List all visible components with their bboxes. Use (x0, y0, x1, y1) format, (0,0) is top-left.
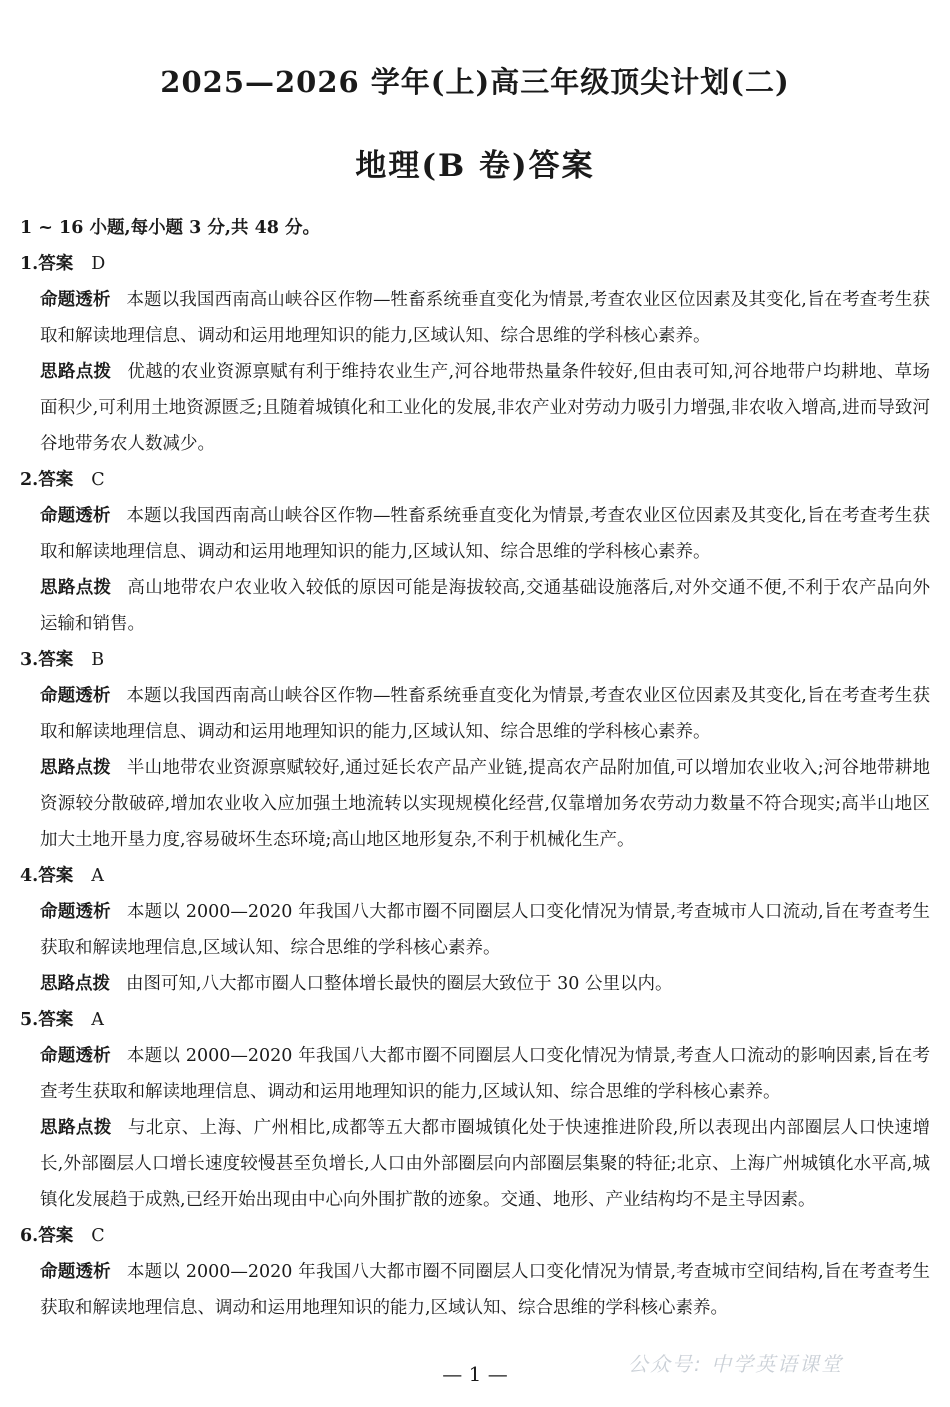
hint-text: 优越的农业资源禀赋有利于维持农业生产,河谷地带热量条件较好,但由表可知,河谷地带户均耕地、草场面积少,可利用土地资源匮乏;且随着城镇化和工业化的发展,非农产业对劳动力吸引力增强,非农收入增高,进而导致河谷地带务农人数减少。 (40, 362, 931, 454)
hint-text: 半山地带农业资源禀赋较好,通过延长农产品产业链,提高农产品附加值,可以增加农业收入;河谷地带耕地资源较分散破碎,增加农业收入应加强土地流转以实现规模化经营,仅靠增加务农劳动力数量不符合现实;高半山地区加大土地开垦力度,容易破坏生态环境;高山地区地形复杂,不利于机械化生产。 (40, 758, 930, 850)
answer-value: D (91, 254, 106, 274)
analysis-text: 本题以 2000—2020 年我国八大都市圈不同圈层人口变化情况为情景,考查人口流动的影响因素,旨在考查考生获取和解读地理信息、调动和运用地理知识的能力,区域认知、综合思维的学科核心素养。 (40, 1046, 930, 1102)
question-2-analysis (20, 498, 930, 570)
question-4-analysis (20, 894, 930, 966)
exam-title: 2025—2026 学年(上)高三年级顶尖计划(二) (160, 65, 790, 99)
analysis-label: 命题透析 (40, 1046, 111, 1066)
question-number: 2. (20, 470, 39, 490)
analysis-label: 命题透析 (40, 1262, 111, 1282)
question-1-header (20, 246, 930, 282)
answer-label: 答案 (38, 470, 74, 490)
answer-value: B (91, 650, 105, 670)
question-3-hint (20, 750, 930, 858)
question-number: 1. (20, 254, 39, 274)
hint-label: 思路点拨 (40, 974, 110, 994)
question-5-analysis (20, 1038, 930, 1110)
analysis-label: 命题透析 (40, 902, 111, 922)
question-5-header (20, 1002, 930, 1038)
subject-title: 地理(B 卷)答案 (355, 148, 595, 184)
question-number: 6. (20, 1226, 39, 1246)
hint-label: 思路点拨 (40, 362, 112, 382)
answer-content (20, 210, 930, 1326)
question-number: 5. (20, 1010, 39, 1030)
answer-label: 答案 (38, 650, 74, 670)
answer-label: 答案 (38, 1226, 74, 1246)
answer-value: C (91, 1226, 105, 1246)
watermark: 公众号: 中学英语课堂 (628, 1352, 844, 1376)
question-4-hint (20, 966, 930, 1002)
question-3-analysis (20, 678, 930, 750)
analysis-text: 本题以我国西南高山峡谷区作物—牲畜系统垂直变化为情景,考查农业区位因素及其变化,旨在考查考生获取和解读地理信息、调动和运用地理知识的能力,区域认知、综合思维的学科核心素养。 (40, 686, 931, 742)
question-number: 4. (20, 866, 39, 886)
hint-label: 思路点拨 (40, 758, 111, 778)
scoring-intro: 1 ~ 16 小题,每小题 3 分,共 48 分。 (20, 218, 321, 238)
analysis-text: 本题以 2000—2020 年我国八大都市圈不同圈层人口变化情况为情景,考查城市人口流动,旨在考查考生获取和解读地理信息,区域认知、综合思维的学科核心素养。 (40, 902, 930, 958)
question-number: 3. (20, 650, 39, 670)
hint-label: 思路点拨 (40, 578, 112, 598)
question-3-header (20, 642, 930, 678)
answer-value: C (91, 470, 105, 490)
answer-value: A (91, 866, 104, 886)
page-number: — 1 — (442, 1362, 508, 1386)
answer-value: A (91, 1010, 104, 1030)
hint-label: 思路点拨 (40, 1118, 112, 1138)
analysis-text: 本题以 2000—2020 年我国八大都市圈不同圈层人口变化情况为情景,考查城市空间结构,旨在考查考生获取和解读地理信息、调动和运用地理知识的能力,区域认知、综合思维的学科核心素养。 (40, 1262, 930, 1318)
hint-text: 与北京、上海、广州相比,成都等五大都市圈城镇化处于快速推进阶段,所以表现出内部圈层人口快速增长,外部圈层人口增长速度较慢甚至负增长,人口由外部圈层向内部圈层集聚的特征;北京、上海广州城镇化水平高,城镇化发展趋于成熟,已经开始出现由中心向外围扩散的迹象。交通、地形、产业结构均不是主导因素。 (40, 1118, 931, 1210)
answer-label: 答案 (38, 254, 74, 274)
hint-text: 由图可知,八大都市圈人口整体增长最快的圈层大致位于 30 公里以内。 (126, 974, 673, 994)
question-2-hint (20, 570, 930, 642)
question-2-header (20, 462, 930, 498)
analysis-label: 命题透析 (40, 290, 111, 310)
question-6-analysis (20, 1254, 930, 1326)
analysis-text: 本题以我国西南高山峡谷区作物—牲畜系统垂直变化为情景,考查农业区位因素及其变化,旨在考查考生获取和解读地理信息、调动和运用地理知识的能力,区域认知、综合思维的学科核心素养。 (40, 290, 931, 346)
question-5-hint (20, 1110, 930, 1218)
analysis-label: 命题透析 (40, 506, 111, 526)
question-6-header (20, 1218, 930, 1254)
question-1-analysis (20, 282, 930, 354)
answer-label: 答案 (38, 1010, 74, 1030)
question-4-header (20, 858, 930, 894)
question-1-hint (20, 354, 930, 462)
analysis-text: 本题以我国西南高山峡谷区作物—牲畜系统垂直变化为情景,考查农业区位因素及其变化,旨在考查考生获取和解读地理信息、调动和运用地理知识的能力,区域认知、综合思维的学科核心素养。 (40, 506, 931, 562)
answer-label: 答案 (38, 866, 74, 886)
analysis-label: 命题透析 (40, 686, 111, 706)
hint-text: 高山地带农户农业收入较低的原因可能是海拔较高,交通基础设施落后,对外交通不便,不利于农产品向外运输和销售。 (40, 578, 931, 634)
